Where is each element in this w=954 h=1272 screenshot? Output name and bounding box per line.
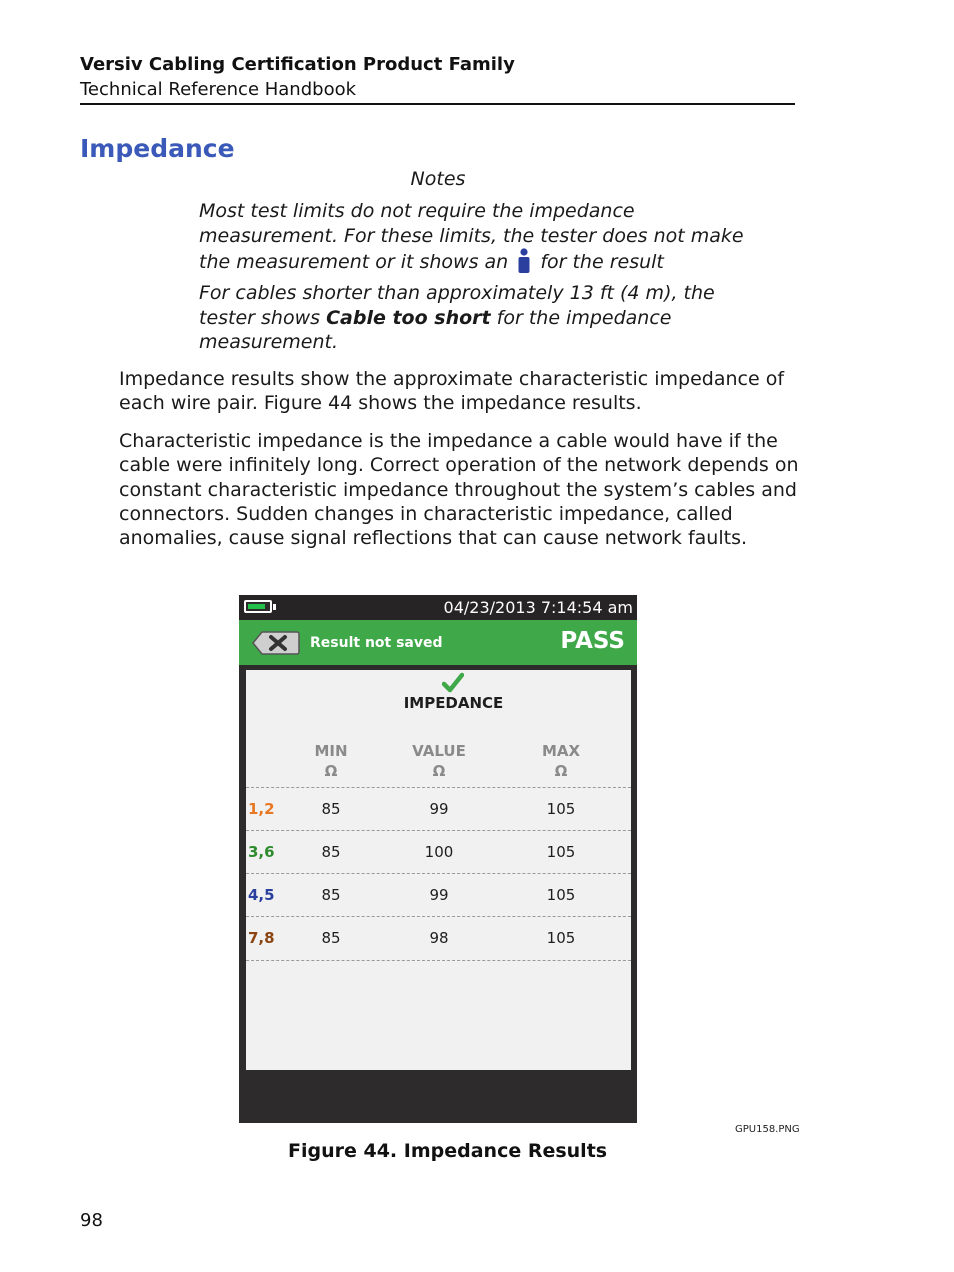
notes-label: Notes	[410, 168, 466, 190]
note-2-bold: Cable too short	[326, 306, 491, 329]
table-row[interactable]	[246, 830, 631, 874]
column-name: MAX	[541, 742, 581, 760]
column-name: MIN	[314, 742, 348, 760]
table-row[interactable]	[246, 787, 631, 831]
min-value: 85	[321, 886, 341, 904]
info-icon	[517, 248, 531, 274]
measured-value: 100	[424, 843, 454, 861]
bottom-bar	[239, 1077, 637, 1123]
header-subtitle: Technical Reference Handbook	[80, 79, 357, 100]
note-2-text-end: for the impedance measurement.	[199, 306, 672, 353]
max-value: 105	[546, 886, 576, 904]
close-x-icon[interactable]	[252, 631, 300, 655]
measured-value: 99	[429, 886, 449, 904]
table-row[interactable]	[246, 873, 631, 917]
figure-caption: Figure 44. Impedance Results	[288, 1140, 608, 1162]
measured-value: 99	[429, 800, 449, 818]
test-title: IMPEDANCE	[403, 694, 504, 712]
battery-tip	[273, 604, 276, 610]
verdict: PASS	[560, 628, 625, 654]
note-1	[199, 199, 779, 275]
paragraph-1: Impedance results show the approximate characteristic impedance of each wire pair. Figure 44 shows the impedance results.	[119, 368, 785, 415]
measured-value: 98	[429, 929, 449, 947]
column-unit: Ω	[554, 762, 568, 780]
page-number: 98	[80, 1210, 103, 1231]
column-header-max	[506, 741, 616, 781]
max-value: 105	[546, 929, 576, 947]
max-value: 105	[546, 800, 576, 818]
checkmark-icon	[442, 672, 464, 694]
max-value: 105	[546, 843, 576, 861]
column-header-value	[384, 741, 494, 781]
pair-label: 1,2	[248, 800, 275, 818]
result-status: Result not saved	[310, 635, 443, 651]
column-header-min	[276, 741, 386, 781]
table-row[interactable]	[246, 916, 631, 961]
battery-level	[248, 604, 265, 609]
pair-label: 4,5	[248, 886, 275, 904]
header-rule	[80, 103, 795, 105]
column-name: VALUE	[412, 742, 466, 760]
result-bar	[239, 620, 637, 665]
note-1-text-end: for the result	[540, 251, 664, 273]
min-value: 85	[321, 843, 341, 861]
note-2-text: For cables shorter than approximately 13 ft (4 m), the tester shows	[199, 282, 715, 329]
column-unit: Ω	[324, 762, 338, 780]
results-panel	[246, 670, 631, 1070]
status-bar	[239, 595, 637, 620]
note-1-text: Most test limits do not require the impedance measurement. For these limits, the tester does not make the measurement or it shows an	[199, 200, 744, 273]
image-reference: GPU158.PNG	[735, 1124, 800, 1135]
pair-label: 3,6	[248, 843, 275, 861]
paragraph-2: Characteristic impedance is the impedance a cable would have if the cable were infinitely long. Correct operation of the network depends on constant characteristic impedance throughout the system’s cables and connectors. Sudden changes in characteristic impedance, called anomalies, cause signal reflections that can cause network faults.	[119, 430, 799, 550]
min-value: 85	[321, 800, 341, 818]
tester-screen	[239, 595, 637, 1123]
column-unit: Ω	[432, 762, 446, 780]
header-title: Versiv Cabling Certification Product Family	[80, 54, 515, 75]
min-value: 85	[321, 929, 341, 947]
note-2	[199, 281, 759, 355]
datetime: 04/23/2013 7:14:54 am	[443, 598, 633, 617]
battery-icon	[244, 600, 272, 613]
section-title: Impedance	[80, 134, 235, 163]
pair-label: 7,8	[248, 929, 275, 947]
